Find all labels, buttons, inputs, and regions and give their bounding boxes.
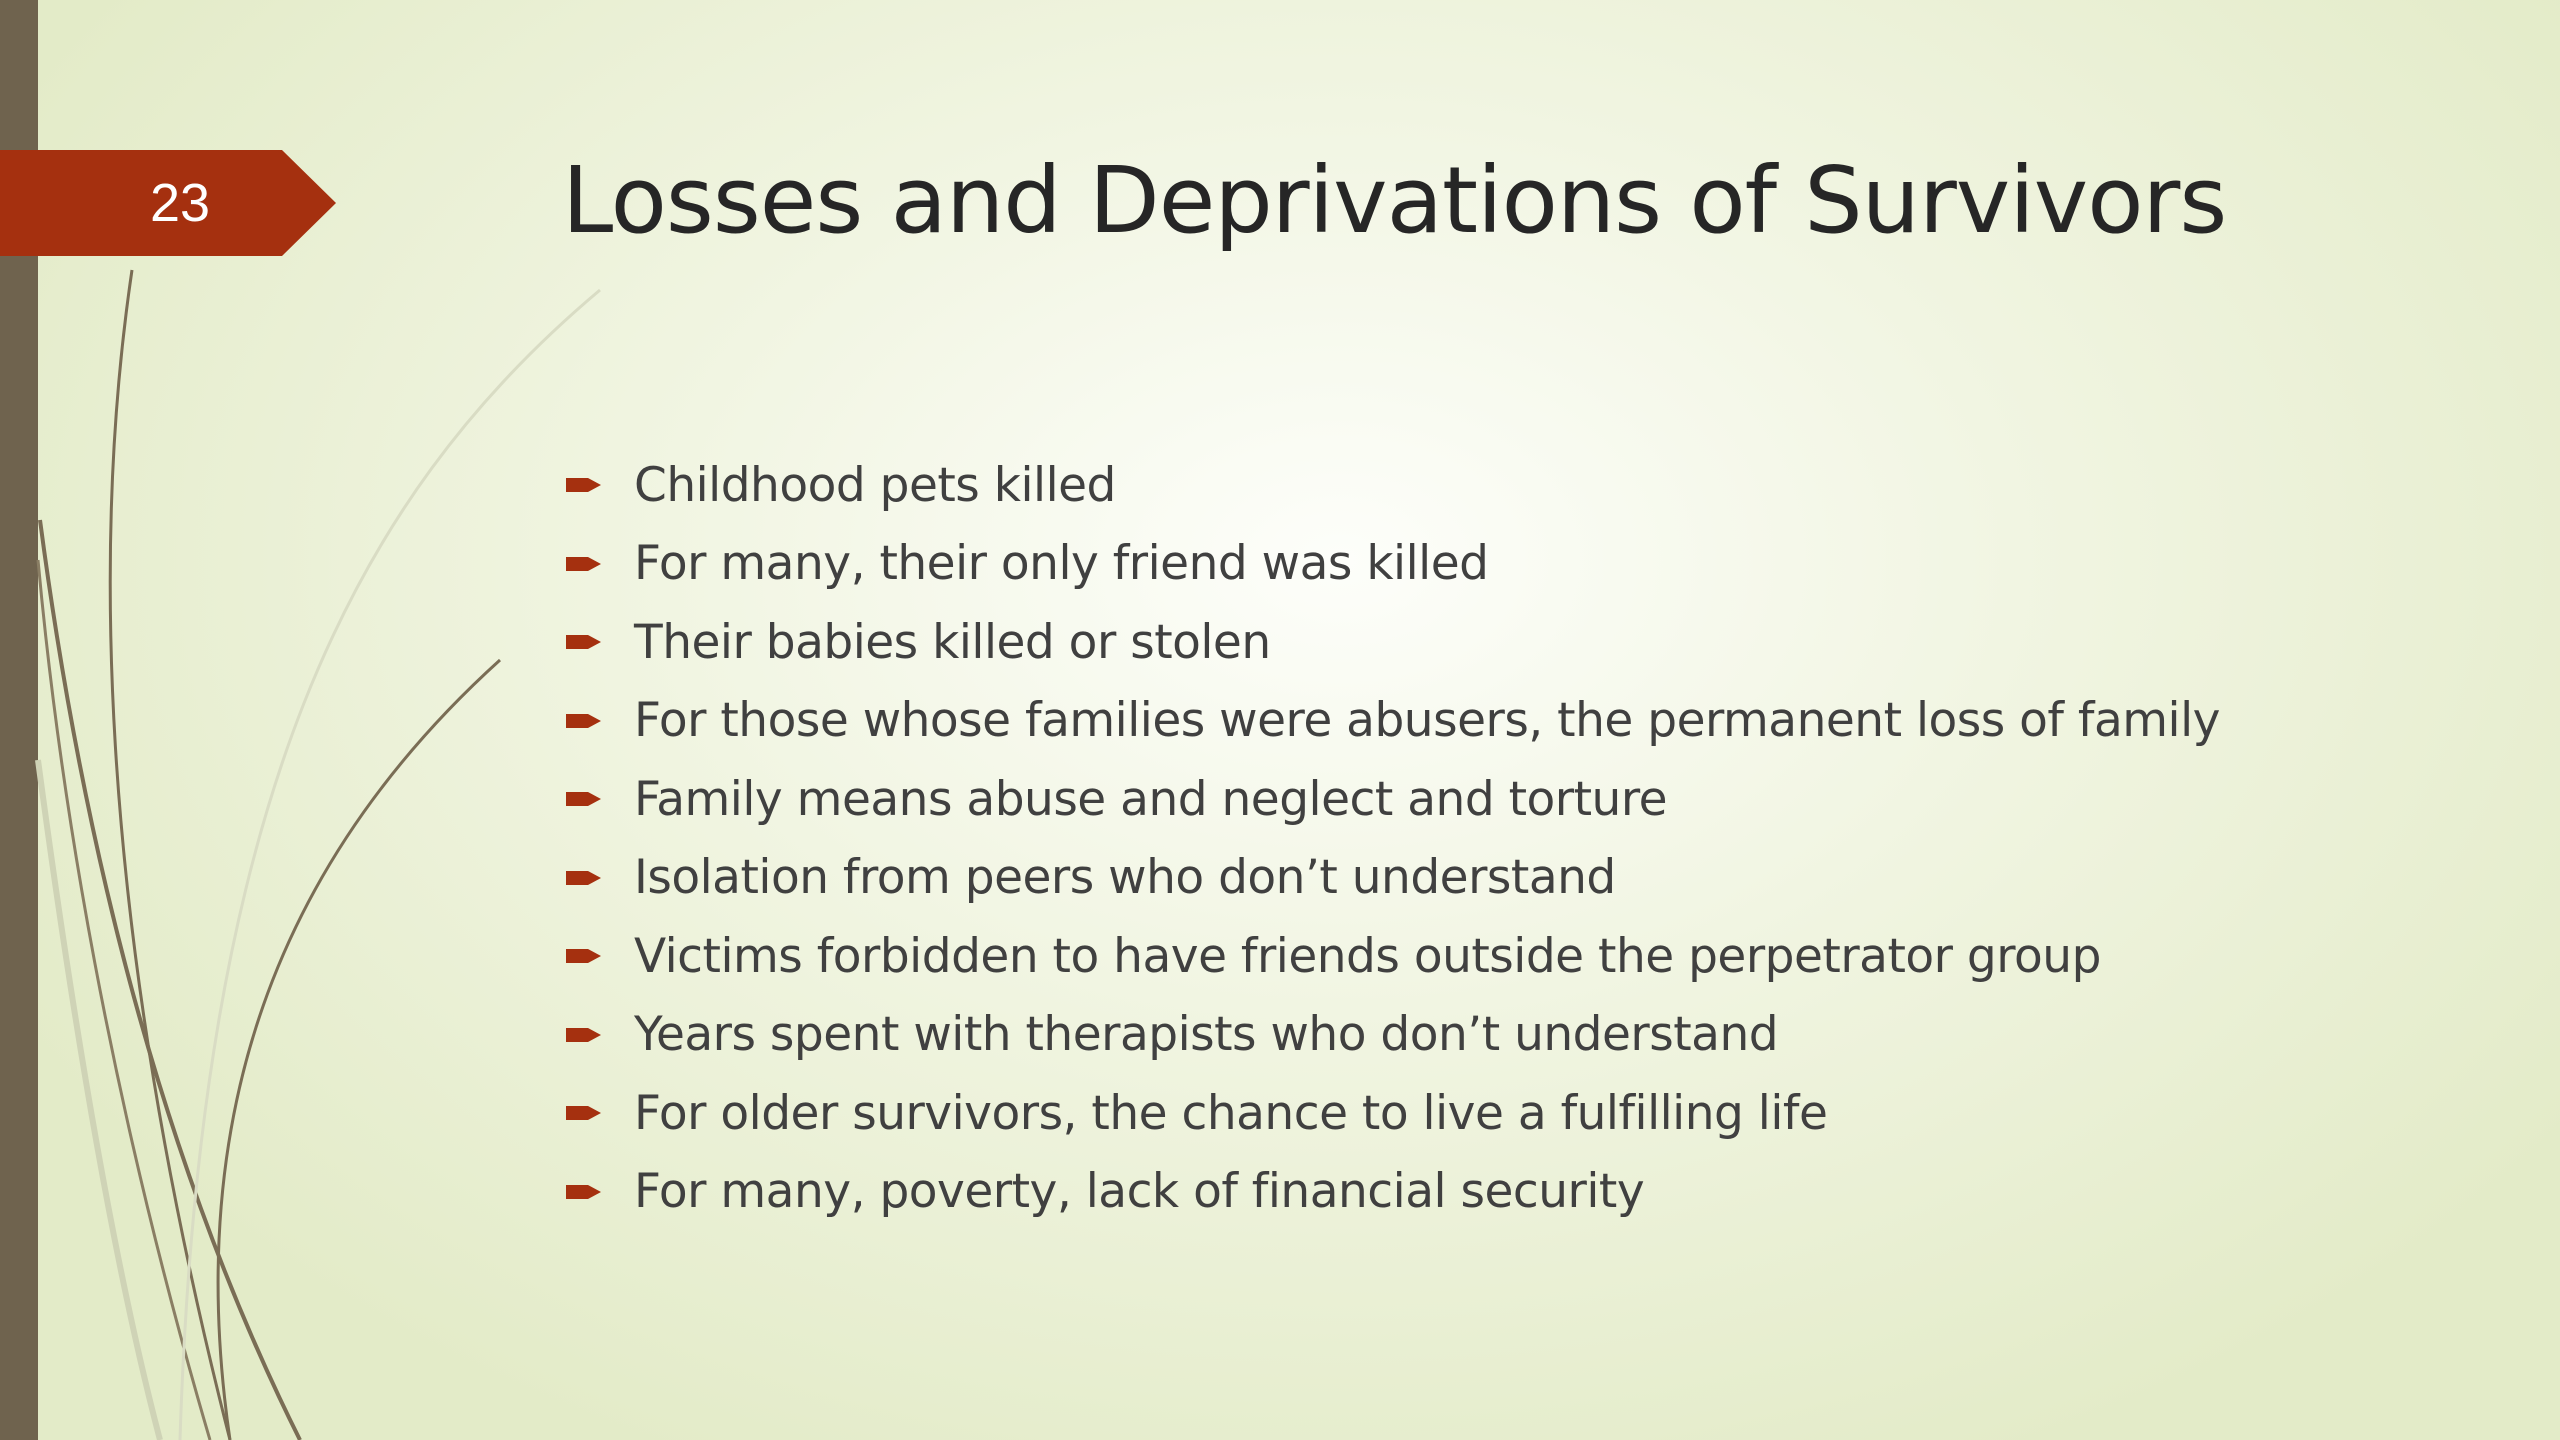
list-item (560, 839, 2480, 918)
bullet-text: Victims forbidden to have friends outside the perpetrator group (634, 928, 2101, 984)
list-item (560, 996, 2480, 1075)
bullet-text: Isolation from peers who don’t understand (634, 850, 1616, 906)
arrow-bullet-icon (566, 869, 602, 887)
bullet-text: Years spent with therapists who don’t understand (634, 1007, 1779, 1063)
arrow-bullet-icon (566, 947, 602, 965)
bullet-text: Family means abuse and neglect and torture (634, 771, 1668, 827)
bullet-text: Childhood pets killed (634, 457, 1116, 513)
bullet-text: Their babies killed or stolen (634, 614, 1271, 670)
arrow-bullet-icon (566, 1104, 602, 1122)
arrow-bullet-icon (566, 633, 602, 651)
bullet-text: For those whose families were abusers, the permanent loss of family (634, 693, 2220, 749)
list-item (560, 525, 2480, 604)
arrow-bullet-icon (566, 790, 602, 808)
arrow-bullet-icon (566, 712, 602, 730)
bullet-text: For older survivors, the chance to live a fulfilling life (634, 1085, 1828, 1141)
slide-title: Losses and Deprivations of Survivors (562, 147, 2227, 254)
arrow-bullet-icon (566, 476, 602, 494)
list-item (560, 446, 2480, 525)
bullet-text: For many, their only friend was killed (634, 536, 1489, 592)
list-item (560, 760, 2480, 839)
arrow-bullet-icon (566, 1026, 602, 1044)
arrow-bullet-icon (566, 1183, 602, 1201)
list-item (560, 1153, 2480, 1232)
list-item (560, 1074, 2480, 1153)
bullet-list (560, 446, 2480, 1231)
list-item (560, 682, 2480, 761)
bullet-text: For many, poverty, lack of financial security (634, 1164, 1645, 1220)
list-item (560, 917, 2480, 996)
slide-number: 23 (150, 173, 211, 233)
list-item (560, 603, 2480, 682)
arrow-bullet-icon (566, 555, 602, 573)
slide-number-tab (0, 150, 336, 256)
